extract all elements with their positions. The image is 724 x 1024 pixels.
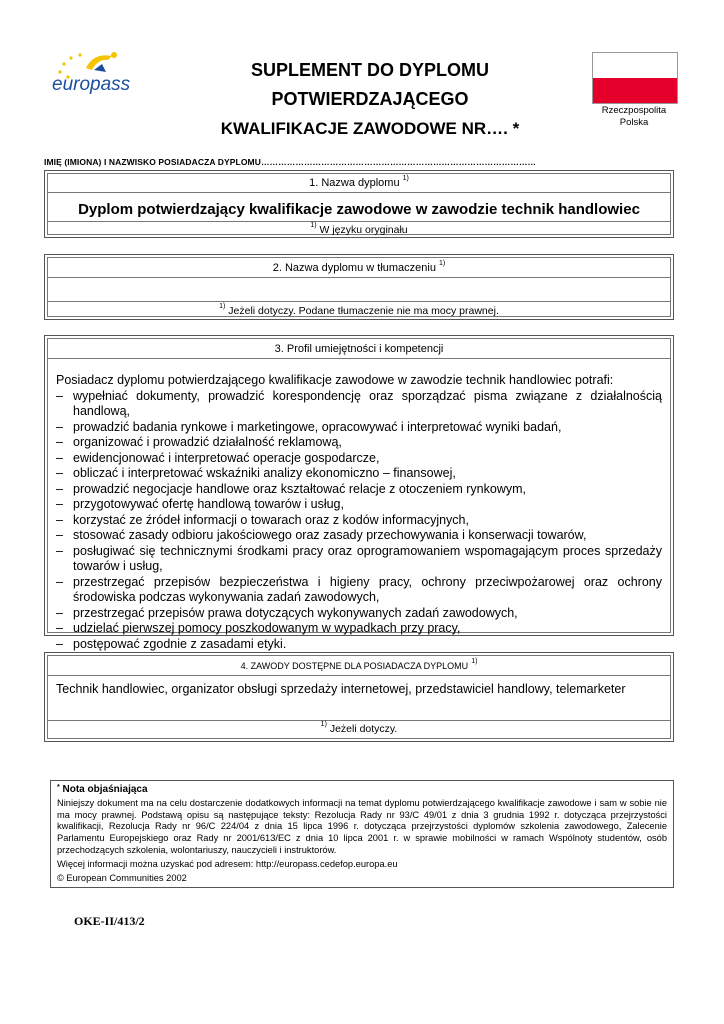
section1-heading: 1. Nazwa dyplomu $^{1)}$ [309,175,409,189]
list-item: – prowadzić negocjacje handlowe oraz kształtować relacje z otoczeniem rynkowym, [56,481,526,496]
page-title [160,56,580,143]
title-line-1: SUPLEMENT DO DYPLOMU POTWIERDZAJĄCEGO [250,60,489,109]
list-item: – prowadzić badania rynkowe i marketingowe, opracowywać i interpretować wyniki badań, [56,419,562,434]
list-item: – korzystać ze źródeł informacji o towarach oraz z kodów informacyjnych, [56,512,469,527]
note-title: * Nota objaśniająca [57,784,148,795]
holder-name-label: IMIĘ (IMIONA) I NAZWISKO POSIADACZA DYPLOMU…………………………………………………………………………………… [44,157,537,167]
list-item: – postępować zgodnie z zasadami etyki. [56,636,287,651]
section2-note: $^{1)}$ Jeżeli dotyczy. Podane tłumaczenie nie ma mocy prawnej. [219,303,499,317]
note-copyright: © European Communities 2002 [57,872,187,883]
diploma-name: Dyplom potwierdzający kwalifikacje zawodowe w zawodzie technik handlowiec [78,201,640,218]
polish-flag [592,52,678,104]
europass-logo [50,50,150,102]
list-item: – wypełniać dokumenty, prowadzić korespondencję oraz sporządzać pisma związane z działalnością handlową, [56,388,662,418]
section3-heading: 3. Profil umiejętności i kompetencji [274,343,444,355]
list-item: – udzielać pierwszej pomocy poszkodowanym w wypadkach przy pracy, [56,621,461,635]
section2-heading: 2. Nazwa dyplomu w tłumaczeniu $^{1)}$ [272,260,446,274]
list-item: – obliczać i interpretować wskaźniki analizy ekonomiczno – finansowej, [56,466,456,480]
competence-intro: Posiadacz dyplomu potwierdzającego kwalifikacje zawodowe w zawodzie technik handlowiec potrafi: [56,373,614,387]
title-line-2: KWALIFIKACJE ZAWODOWE NR…. * [220,119,520,138]
section1-note: $^{1)}$ W języku oryginału [310,222,408,236]
list-item: – ewidencjonować i interpretować operacje gospodarcze, [56,450,380,465]
list-item: – przestrzegać przepisów prawa dotyczących wykonywanych zadań zawodowych, [56,605,518,620]
list-item: – stosować zasady odbioru jakościowego oraz zasady przechowywania i konserwacji towarów, [56,528,587,542]
list-item: – przygotowywać ofertę handlową towarów i usług, [56,497,344,511]
section4-note: $^{1)}$ Jeżeli dotyczy. [320,721,398,735]
flag-red-stripe [593,78,677,103]
country-line-2: Polska [619,117,649,128]
professions-list: Technik handlowiec, organizator obsługi sprzedaży internetowej, przedstawiciel handlowy, telemarketer [56,682,626,696]
country-name [586,105,682,129]
flag-white-stripe [593,53,677,78]
section-translation [44,254,674,320]
document-code: OKE-II/413/2 [74,914,145,928]
section-accessible-professions [44,652,674,742]
explanatory-note [50,780,674,888]
country-line-1: Rzeczpospolita [601,105,667,116]
list-item: – posługiwać się technicznymi środkami pracy oraz oprogramowaniem wspomagającym proces sprzedaży towarów i usług, [56,543,662,573]
note-more-info: Więcej informacji można uzyskać pod adresem: http://europass.cedefop.europa.eu [57,858,398,869]
competence-list [56,373,662,652]
list-item: – organizować i prowadzić działalność reklamową, [56,435,342,449]
list-item: – przestrzegać przepisów bezpieczeństwa i higieny pracy, ochrony przeciwpożarowej oraz ochrony środowiska podczas wykonywania zadań zawodowych, [56,574,662,604]
section4-heading: 4. ZAWODY DOSTĘPNE DLA POSIADACZA DYPLOMU $^{1)}$ [240,658,478,671]
note-paragraph: Niniejszy dokument ma na celu dostarczenie dodatkowych informacji na temat dyplomu potwierdzającego kwalifikacje zawodowe i sam w sobie nie ma mocy prawnej. Podstawą opisu są następujące teksty: Rezolucja Rady nr 93/C 49/01 z dnia 3 grudnia 1992 r. dotycząca przejrzystości kwalifikacji, Rezolucja Rady nr 96/C 224/04 z dnia 15 lipca 1996 r. dotycząca przejrzystości dyplomów szkolenia zawodowego, Zalecenie Parlamentu Europejskiego oraz Rady nr 2001/613/EC z dnia 10 lipca 2001 r. w sprawie mobilności w ramach Wspólnoty studentów, osób przechodzących szkolenia, wolontariuszy, nauczycieli i instruktorów. [57,797,667,855]
section-competence-profile [44,335,674,651]
europass-wordmark: europass [52,74,131,95]
section-diploma-name [44,170,674,238]
